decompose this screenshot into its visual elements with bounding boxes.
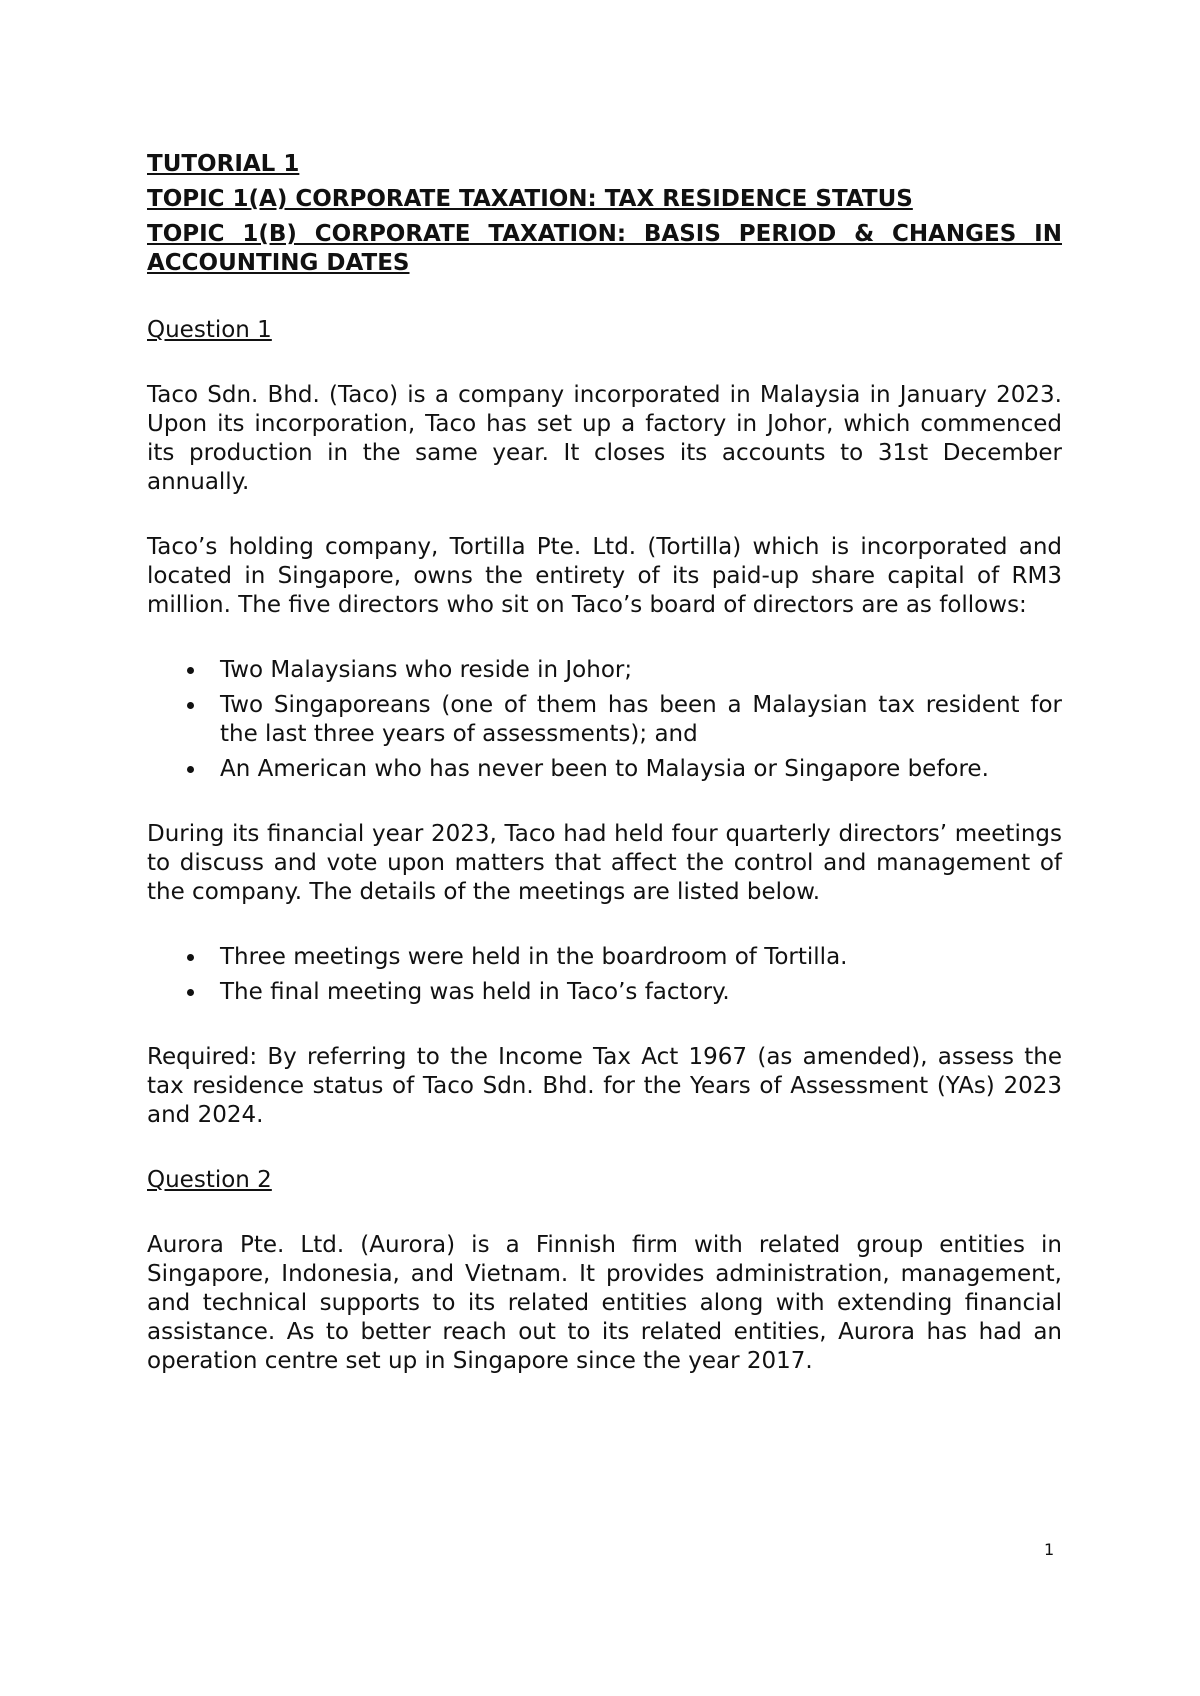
bullet-icon (187, 667, 194, 674)
directors-list (147, 656, 1062, 784)
list-item (187, 691, 1062, 749)
bullet-icon (187, 989, 194, 996)
page-number: 1 (1044, 1540, 1055, 1559)
question-1-paragraph-1: Taco Sdn. Bhd. (Taco) is a company incorporated in Malaysia in January 2023. Upon its incorporation, Taco has set up a factory in Johor, which commenced its production in the same year. It closes its accounts to 31st December annually. (147, 382, 1062, 495)
question-2-title: Question 2 (147, 1167, 272, 1193)
topic-1a-heading: TOPIC 1(A) CORPORATE TAXATION: TAX RESIDENCE STATUS (147, 186, 913, 212)
bullet-icon (187, 766, 194, 773)
list-item-text: Two Malaysians who reside in Johor; (220, 657, 633, 683)
list-item-text: Two Singaporeans (one of them has been a Malaysian tax resident for the last three years of assessments); and (220, 692, 1062, 747)
question-1-required: Required: By referring to the Income Tax Act 1967 (as amended), assess the tax residence status of Taco Sdn. Bhd. for the Years of Assessment (YAs) 2023 and 2024. (147, 1044, 1062, 1128)
bullet-icon (187, 702, 194, 709)
list-item-text: The final meeting was held in Taco’s factory. (220, 979, 730, 1005)
meetings-list (147, 943, 1062, 1007)
list-item (187, 755, 1062, 784)
topic-1b-heading: TOPIC 1(B) CORPORATE TAXATION: BASIS PERIOD & CHANGES IN ACCOUNTING DATES (147, 221, 1062, 276)
list-item-text: Three meetings were held in the boardroom of Tortilla. (220, 944, 848, 970)
document-page (147, 150, 1062, 1376)
list-item (187, 656, 1062, 685)
list-item (187, 943, 1062, 972)
question-1-title: Question 1 (147, 317, 272, 343)
question-2-paragraph-1: Aurora Pte. Ltd. (Aurora) is a Finnish firm with related group entities in Singapore, Indonesia, and Vietnam. It provides administration, management, and technical supports to its related entities along with extending financial assistance. As to better reach out to its related entities, Aurora has had an operation centre set up in Singapore since the year 2017. (147, 1232, 1062, 1374)
tutorial-title: TUTORIAL 1 (147, 151, 300, 177)
question-1-paragraph-2: Taco’s holding company, Tortilla Pte. Ltd. (Tortilla) which is incorporated and located in Singapore, owns the entirety of its paid-up share capital of RM3 million. The five directors who sit on Taco’s board of directors are as follows: (147, 534, 1062, 618)
question-1-paragraph-3: During its financial year 2023, Taco had held four quarterly directors’ meetings to discuss and vote upon matters that affect the control and management of the company. The details of the meetings are listed below. (147, 821, 1062, 905)
bullet-icon (187, 954, 194, 961)
list-item (187, 978, 1062, 1007)
list-item-text: An American who has never been to Malaysia or Singapore before. (220, 756, 989, 782)
